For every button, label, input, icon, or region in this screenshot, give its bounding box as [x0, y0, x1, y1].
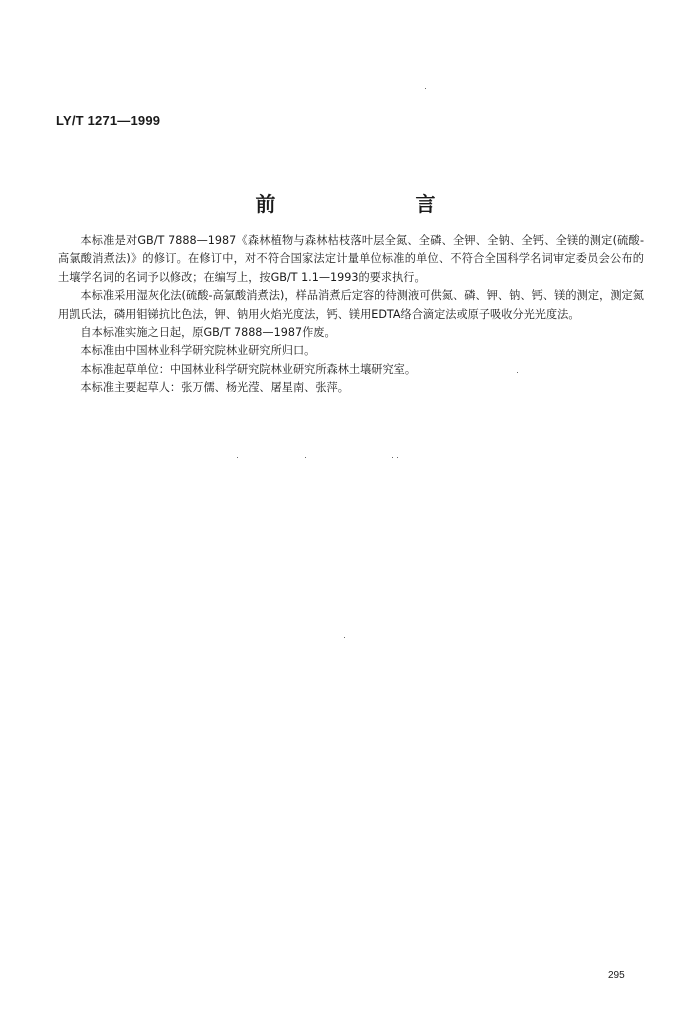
page-title: 前 言 [255, 192, 496, 216]
scan-speck [517, 372, 518, 373]
standard-code: LY/T 1271—1999 [56, 113, 161, 128]
paragraph-method: 本标准采用湿灰化法(硫酸-高氯酸消煮法)，样品消煮后定容的待测液可供氮、磷、钾、钠、钙、镁的测定，测定氮用凯氏法，磷用钼锑抗比色法，钾、钠用火焰光度法，钙、镁用EDTA络合滴定法或原子吸收分光光度法。 [58, 289, 644, 321]
paragraph-responsible: 本标准由中国林业科学研究院林业研究所归口。 [80, 344, 316, 358]
scan-speck [392, 457, 393, 458]
scan-speck [397, 457, 398, 458]
scan-speck [344, 637, 345, 638]
page-number: 295 [608, 970, 625, 981]
scan-speck [305, 457, 306, 458]
paragraph-drafters: 本标准主要起草人：张万儒、杨光滢、屠星南、张萍。 [80, 381, 349, 395]
scan-speck [237, 457, 238, 458]
paragraph-revision: 本标准是对GB/T 7888—1987《森林植物与森林枯枝落叶层全氮、全磷、全钾、全钠、全钙、全镁的测定(硫酸-高氯酸消煮法)》的修订。在修订中，对不符合国家法定计量单位标准的单位、不符合全国科学名词审定委员会公布的土壤学名词的名词予以修改；在编写上，按GB/T 1.1—1993的要求执行。 [58, 234, 644, 284]
scan-speck [425, 88, 426, 89]
paragraph-supersede: 自本标准实施之日起，原GB/T 7888—1987作废。 [80, 326, 336, 340]
foreword-body [58, 232, 644, 398]
paragraph-drafting-unit: 本标准起草单位：中国林业科学研究院林业研究所森林土壤研究室。 [80, 362, 417, 376]
